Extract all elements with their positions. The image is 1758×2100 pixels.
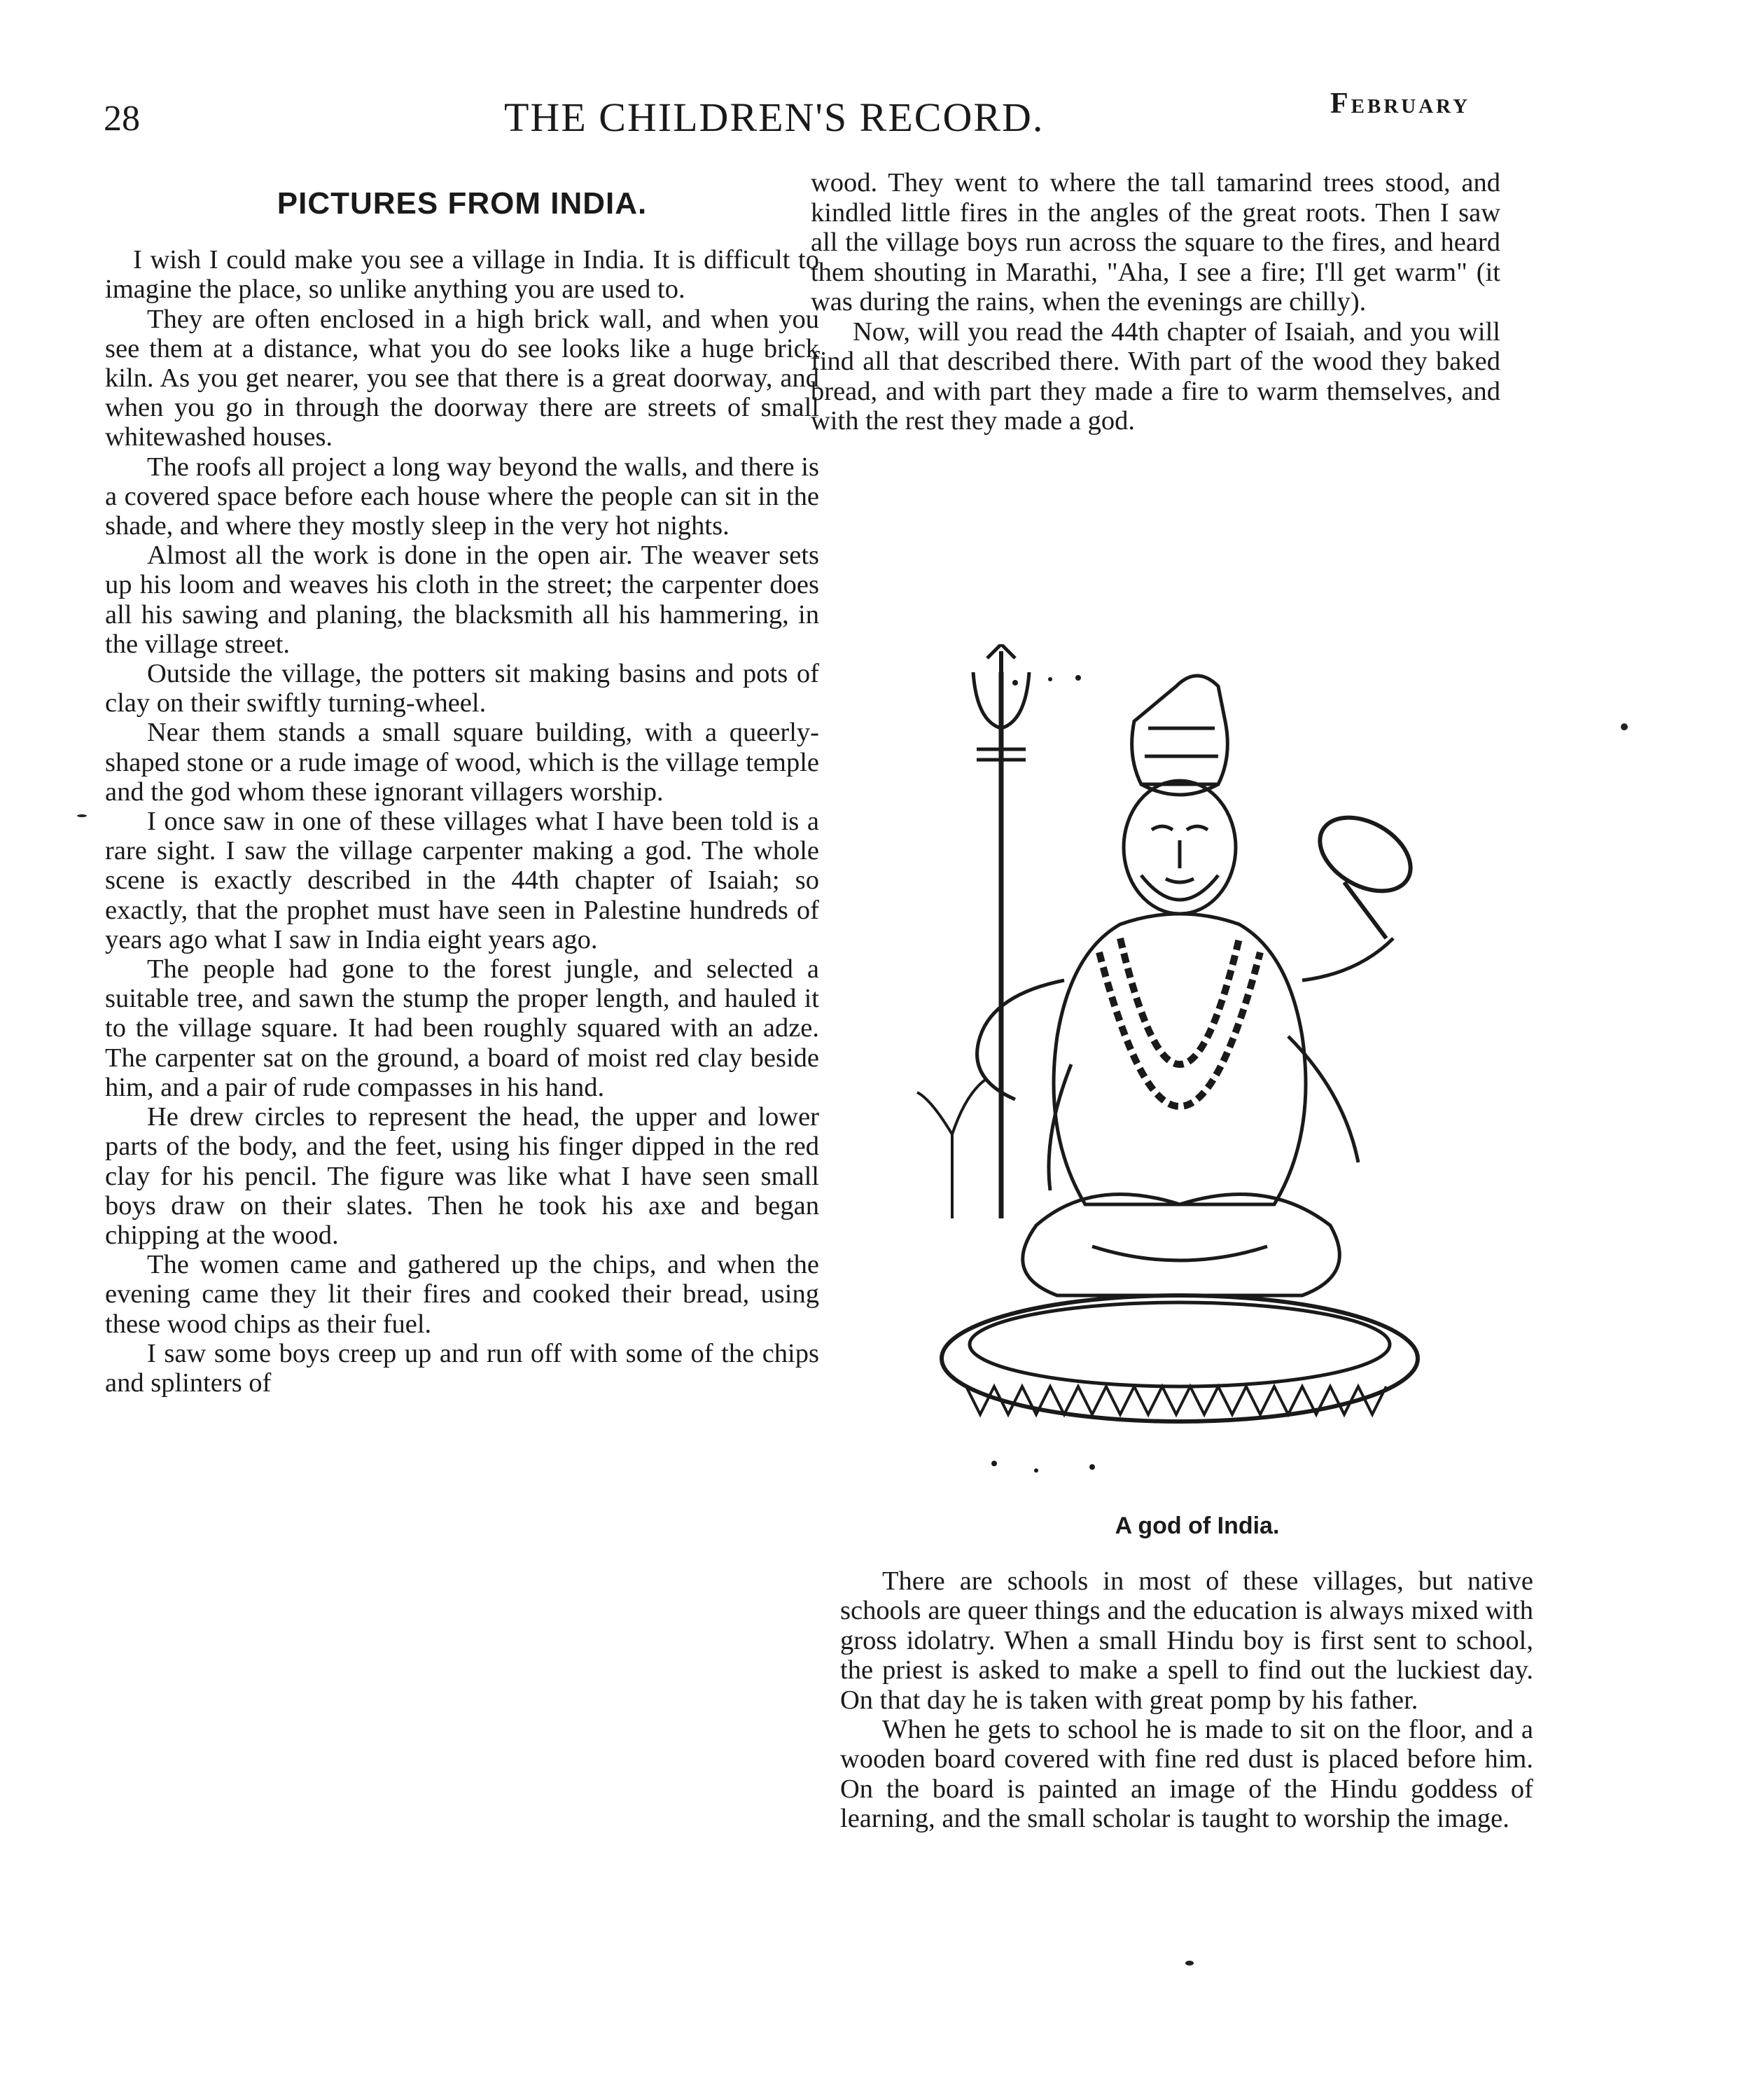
ink-speck xyxy=(1185,1961,1194,1966)
paragraph: wood. They went to where the tall tamarind trees stood, and kindled little fires in the angles of the great roots. Then I saw all the village boys run across the square to the fires, and heard them shouting in Marathi, "Aha, I see a fire; I'll get warm" (it was during the rains, when the evenings are chilly). xyxy=(811,168,1500,317)
right-column-top xyxy=(811,168,1500,436)
paragraph: I once saw in one of these villages what I have been told is a rare sight. I saw the village carpenter making a god. The whole scene is exactly described in the 44th chapter of Isaiah; so exactly, that the prophet must have seen in Palestine hundreds of years ago what I saw in India eight years ago. xyxy=(105,807,819,954)
paragraph: I saw some boys creep up and run off with some of the chips and splinters of xyxy=(105,1338,819,1398)
paragraph: Outside the village, the potters sit making basins and pots of clay on their swiftly turning-wheel. xyxy=(105,659,819,718)
paragraph: When he gets to school he is made to sit on the floor, and a wooden board covered with fine red dust is placed before him. On the board is painted an image of the Hindu goddess of learning, and the small scholar is taught to worship the image. xyxy=(840,1715,1533,1834)
paragraph: Now, will you read the 44th chapter of Isaiah, and you will find all that described there. With part of the wood they baked bread, and with part they made a fire to warm themselves, and with the rest they made a god. xyxy=(811,317,1500,436)
paragraph: The roofs all project a long way beyond the walls, and there is a covered space before each house where the people can sit in the shade, and where they mostly sleep in the very hot nights. xyxy=(105,452,819,541)
paragraph: The people had gone to the forest jungle, and selected a suitable tree, and sawn the stump the proper length, and hauled it to the village square. It had been roughly squared with an adze. The carpenter sat on the ground, a board of moist red clay beside him, and a pair of rude compasses in his hand. xyxy=(105,954,819,1102)
ink-speck xyxy=(1621,723,1628,730)
left-column xyxy=(105,186,819,1398)
hindu-god-illustration xyxy=(910,644,1442,1506)
page-number: 28 xyxy=(104,99,140,139)
ink-speck xyxy=(77,814,87,817)
paragraph: He drew circles to represent the head, the upper and lower parts of the body, and the feet, using his finger dipped in the red clay for his pencil. The figure was like what I have seen small boys draw on their slates. Then he took his axe and began chipping at the wood. xyxy=(105,1102,819,1250)
paragraph: The women came and gathered up the chips, and when the evening came they lit their fires and cooked their bread, using these wood chips as their fuel. xyxy=(105,1250,819,1339)
figure-caption: A god of India. xyxy=(1115,1513,1280,1539)
article-title: PICTURES FROM INDIA. xyxy=(277,186,648,221)
paragraph: Almost all the work is done in the open air. The weaver sets up his loom and weaves his cloth in the street; the carpenter does all his sawing and planing, the blacksmith all his hammering, in the village street. xyxy=(105,541,819,659)
paragraph: They are often enclosed in a high brick wall, and when you see them at a distance, what you do see looks like a huge brick kiln. As you get nearer, you see that there is a great doorway, and when you go in through the doorway there are streets of small whitewashed houses. xyxy=(105,304,819,452)
paragraph: I wish I could make you see a village in India. It is difficult to imagine the place, so unlike anything you are used to. xyxy=(105,245,819,305)
publication-title: THE CHILDREN'S RECORD. xyxy=(504,95,1045,140)
paragraph: Near them stands a small square building, with a queerly-shaped stone or a rude image of wood, which is the village temple and the god whom these ignorant villagers worship. xyxy=(105,718,819,807)
right-column-bottom xyxy=(840,1566,1533,1834)
issue-month: February xyxy=(1330,88,1471,120)
paragraph: There are schools in most of these villages, but native schools are queer things and the education is always mixed with gross idolatry. When a small Hindu boy is first sent to school, the priest is asked to make a spell to find out the luckiest day. On that day he is taken with great pomp by his father. xyxy=(840,1566,1533,1715)
